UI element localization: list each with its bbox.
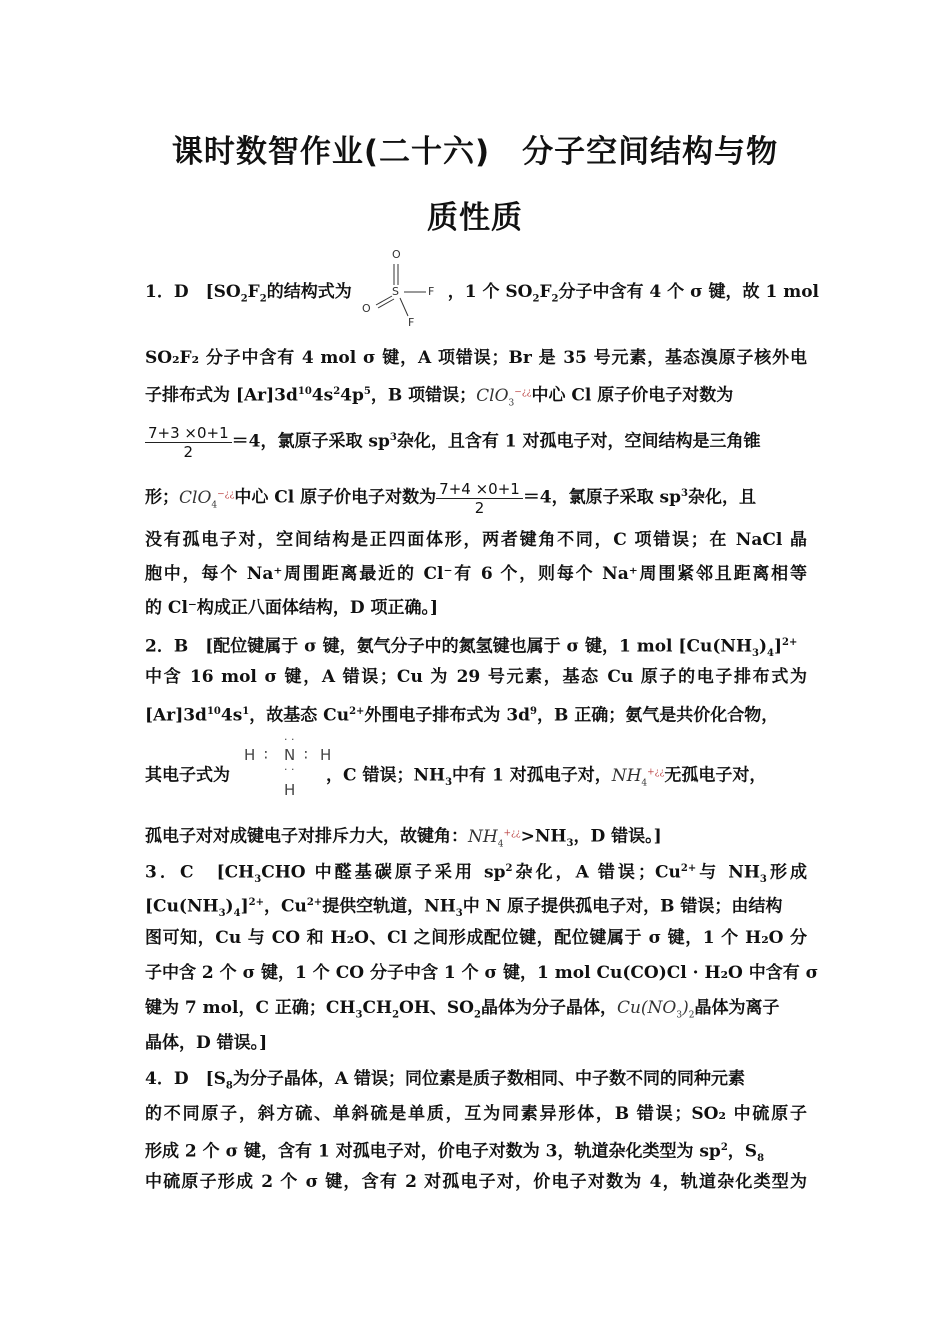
- answer-1-line-1: 1．D [$SO_2F_2$的结构式为 ，1 个 $SO_2F_2$分子中含有 4 个 σ 键，故 1 mol: [145, 282, 819, 305]
- dots-top: · ·: [284, 733, 295, 746]
- ammonium-ion-formula: $NH_4^{+¿¿}$: [611, 765, 665, 789]
- chlorate-ion-formula: ClO$_3$−¿¿: [476, 385, 532, 409]
- answer-2-line-5: 孤电子对对成键电子对排斥力大，故键角：$NH_4^{+¿¿}>NH_3$，D 错误。]: [145, 826, 662, 850]
- atom-n-center: N: [284, 746, 296, 764]
- separator-right: ∶: [304, 746, 308, 764]
- atom-s-center: S: [392, 285, 399, 298]
- atom-f-right: F: [428, 285, 435, 298]
- answer-1-line-2: SO₂F₂ 分子中含有 4 mol σ 键，A 项错误；Br 是 35 号元素，基态溴原子核外电: [145, 348, 807, 368]
- fraction-perchlorate: $\frac{7+4 \times 0+1}{2}$: [436, 480, 523, 517]
- dots-bottom: · ·: [284, 763, 295, 776]
- atom-h-right: H: [320, 746, 332, 764]
- answer-4-line-3: 形成 2 个 σ 键，含有 1 对孤电子对，价电子对数为 3，轨道杂化类型为 $sp^2$，$S_8$: [145, 1141, 765, 1165]
- answer-3-line-1: 3．C [$CH_3CHO$ 中醛基碳原子采用 $sp^2$杂化，A 错误；$Cu^{2+}$与 $NH_3$形成: [145, 862, 808, 886]
- atom-h-bottom: H: [284, 781, 296, 799]
- ammonium-ion-formula-2: $NH_4^{+¿¿}$: [468, 826, 521, 850]
- fraction-chlorate: $\frac{7+3 \times 0+1}{2}$: [145, 424, 232, 461]
- answer-1-line-5: 形；ClO$_4$−¿¿中心 Cl 原子价电子对数为 $\frac{7+4 \times 0+1}{2}$ ＝4，氯原子采取 $sp^3$杂化，且: [145, 479, 756, 517]
- perchlorate-ion-formula: ClO$_4$−¿¿: [179, 487, 235, 511]
- page-title-line2: 质性质: [427, 200, 523, 236]
- answer-2-line-2: 中含 16 mol σ 键，A 错误；Cu 为 29 号元素，基态 Cu 原子的电子排布式为: [145, 667, 807, 687]
- answer-1-line-3: 子排布式为 $[Ar]3d^{10}4s^24p^5$，B 项错误；ClO$_3$−¿¿中心 Cl 原子价电子对数为: [145, 385, 734, 409]
- atom-o-top: O: [392, 248, 401, 261]
- answer-1-line-7: 胞中，每个 Na⁺周围距离最近的 Cl⁻有 6 个，则每个 Na⁺周围紧邻且距离相等: [145, 564, 807, 584]
- atom-h-left: H: [244, 746, 256, 764]
- copper-nitrate-formula: $Cu(NO_3)_2$: [616, 998, 695, 1021]
- answer-3-line-3: 图可知，Cu 与 CO 和 H₂O、Cl 之间形成配位键，配位键属于 σ 键，1 个 H₂O 分: [145, 928, 807, 948]
- separator-left: ∶: [264, 746, 268, 764]
- answer-4-line-1: 4．D [$S_8$为分子晶体，A 错误；同位素是质子数相同、中子数不同的同种元素: [145, 1069, 745, 1092]
- page-title: 课时数智作业(二十六) 分子空间结构与物: [171, 134, 779, 170]
- answer-3-line-5: 键为 7 mol，C 正确；$CH_3CH_2OH$、$SO_2$晶体为分子晶体，$Cu(NO_3)_2$晶体为离子: [145, 998, 780, 1021]
- answer-1-line-6: 没有孤电子对，空间结构是正四面体形，两者键角不同，C 项错误；在 NaCl 晶: [145, 530, 807, 550]
- answer-3-line-6: 晶体，D 错误。]: [145, 1033, 268, 1053]
- answer-2-line-4: 其电子式为 ，C 错误；$NH_3$中有 1 对孤电子对，$NH_4^{+¿¿}$无孤电子对，: [145, 765, 767, 789]
- answer-2-line-3: $[Ar]3d^{10}4s^1$，故基态 $Cu^{2+}$外围电子排布式为 $3d^9$，B 正确；氨气是共价化合物，: [145, 705, 779, 726]
- answer-4-line-2: 的不同原子，斜方硫、单斜硫是单质，互为同素异形体，B 错误；SO₂ 中硫原子: [145, 1104, 807, 1124]
- answer-1-line-8: 的 Cl⁻构成正八面体结构，D 项正确。]: [145, 598, 439, 618]
- answer-3-line-4: 子中含 2 个 σ 键，1 个 CO 分子中含 1 个 σ 键，1 mol Cu(CO)Cl · H₂O 中含有 σ: [145, 963, 819, 983]
- atom-f-bottom: F: [408, 316, 415, 329]
- answer-2-line-1: 2．B [配位键属于 σ 键，氨气分子中的氮氢键也属于 σ 键，1 mol $[Cu(NH_3)_4]^{2+}$: [145, 636, 798, 660]
- atom-o-left: O: [362, 302, 371, 315]
- answer-1-line-4: $\frac{7+3 \times 0+1}{2}$ ＝4，氯原子采取 $sp^3$杂化，且含有 1 对孤电子对，空间结构是三角锥: [145, 416, 807, 464]
- answer-3-line-2: $[Cu(NH_3)_4]^{2+}$，$Cu^{2+}$提供空轨道，$NH_3$中 N 原子提供孤电子对，B 错误；由结构: [145, 896, 783, 920]
- answer-4-line-4: 中硫原子形成 2 个 σ 键，含有 2 对孤电子对，价电子对数为 4，轨道杂化类型为: [145, 1172, 807, 1192]
